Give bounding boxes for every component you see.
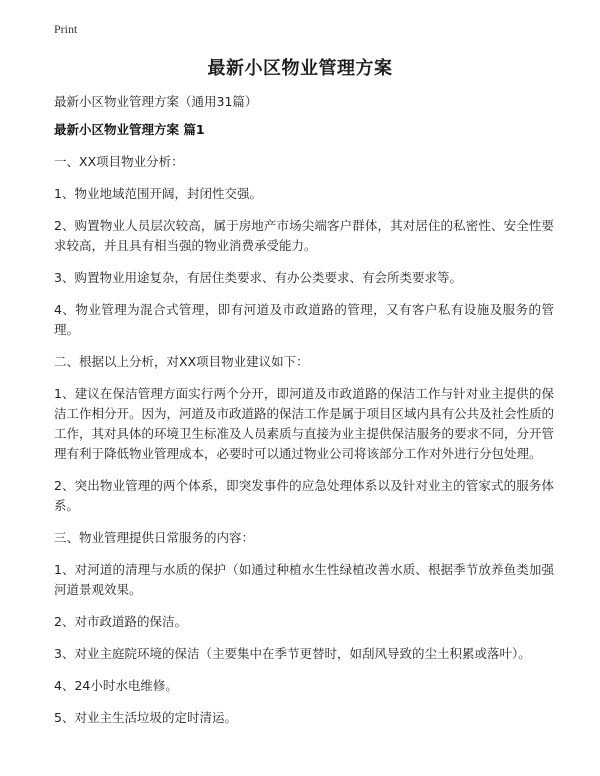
paragraph-suggestion-heading: 二、根据以上分析，对XX项目物业建议如下： [54, 354, 309, 369]
paragraph-analysis-heading: 一、XX项目物业分析： [54, 154, 184, 169]
paragraph-item: 4、物业管理为混合式管理，即有河道及市政道路的管理，又有客户私有设施及服务的管理。 [54, 302, 554, 337]
paragraph-services-heading: 三、物业管理提供日常服务的内容： [54, 530, 255, 545]
print-link[interactable]: Print [54, 22, 78, 36]
paragraph-item: 5、对业主生活垃圾的定时清运。 [54, 710, 237, 725]
paragraph-item: 3、对业主庭院环境的保洁（主要集中在季节更替时，如刮风导致的尘土积累或落叶）。 [54, 646, 531, 661]
paragraph-item: 2、购置物业人员层次较高，属于房地产市场尖端客户群体，其对居住的私密性、安全性要求较高，并且具有相当强的物业消费承受能力。 [54, 218, 554, 253]
document-body [54, 92, 554, 740]
section-heading: 最新小区物业管理方案 篇1 [54, 122, 205, 137]
paragraph-item: 4、24小时水电维修。 [54, 678, 178, 693]
document-title: 最新小区物业管理方案 [207, 58, 393, 79]
paragraph-item: 1、对河道的清理与水质的保护（如通过种植水生性绿植改善水质、根据季节放养鱼类加强河道景观效果。 [54, 562, 554, 597]
paragraph-item: 2、对市政道路的保洁。 [54, 614, 187, 629]
document-subtitle: 最新小区物业管理方案（通用31篇） [54, 94, 258, 109]
paragraph-item: 2、突出物业管理的两个体系，即突发事件的应急处理体系以及针对业主的管家式的服务体系。 [54, 478, 554, 513]
paragraph-item: 1、建议在保洁管理方面实行两个分开，即河道及市政道路的保洁工作与针对业主提供的保洁工作相分开。因为，河道及市政道路的保洁工作是属于项目区域内具有公共及社会性质的工作，其对具体的环境卫生标准及人员素质与直接为业主提供保洁服务的要求不同，分开管理有利于降低物业管理成本，必要时可以通过物业公司将该部分工作对外进行分包处理。 [54, 386, 555, 461]
paragraph-item: 1、物业地域范围开阔，封闭性交强。 [54, 186, 262, 201]
paragraph-item: 3、购置物业用途复杂，有居住类要求、有办公类要求、有会所类要求等。 [54, 270, 462, 285]
